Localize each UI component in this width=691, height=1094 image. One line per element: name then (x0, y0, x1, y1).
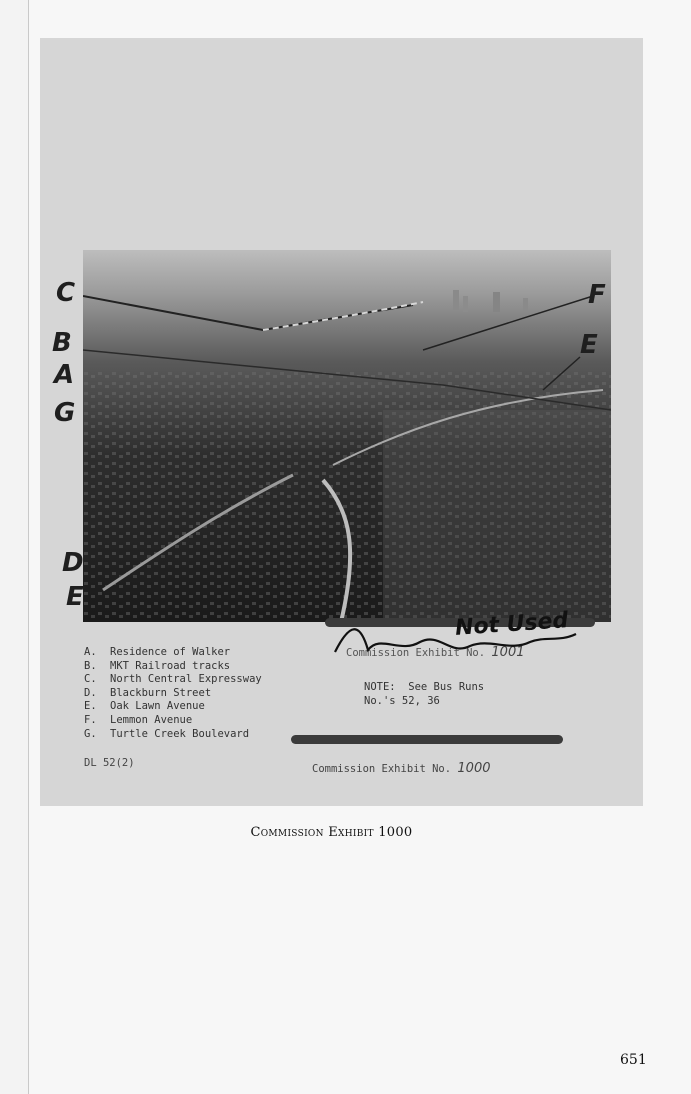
legend-item (84, 714, 262, 728)
legend-item (84, 646, 262, 660)
photo-label-f: F (588, 280, 606, 310)
legend-item (84, 728, 262, 742)
legend-key: F. (84, 713, 97, 726)
aerial-photograph (83, 250, 611, 622)
exhibit-label-top-text: Commission Exhibit No. (346, 647, 486, 659)
legend-text: Residence of Walker (110, 646, 231, 658)
legend-key: C. (84, 673, 97, 686)
legend-text: Oak Lawn Avenue (110, 700, 205, 713)
photo-label-c: C (56, 278, 76, 308)
exhibit-label-bottom-text: Commission Exhibit No. (312, 763, 452, 775)
legend-key: B. (84, 659, 97, 672)
photo-label-a: A (54, 360, 75, 390)
photo-label-g: G (54, 398, 76, 428)
legend-key: E. (84, 700, 97, 713)
note-line-1: NOTE: See Bus Runs (364, 681, 485, 693)
handwritten-not-used: Not Used (454, 608, 570, 641)
legend-text: Turtle Creek Boulevard (110, 727, 250, 740)
legend-list (84, 646, 262, 741)
label-strip-bottom (291, 735, 563, 744)
note-block (364, 681, 484, 708)
exhibit-label-top-number: 1001 (491, 645, 525, 660)
exhibit-caption: Commission Exhibit 1000 (250, 825, 413, 840)
exhibit-label-bottom (312, 761, 491, 776)
legend-key: D. (84, 686, 97, 699)
legend-text: Lemmon Avenue (110, 713, 193, 726)
document-reference: DL 52(2) (84, 757, 135, 769)
legend-item (84, 660, 262, 674)
photo-label-e-left: E (66, 582, 84, 612)
note-line-2: No.'s 52, 36 (364, 694, 440, 707)
legend-item (84, 700, 262, 714)
legend-item (84, 673, 262, 687)
legend-key: G. (84, 727, 97, 740)
legend-item (84, 687, 262, 701)
photo-label-d: D (62, 548, 84, 578)
legend-text: Blackburn Street (110, 686, 212, 699)
legend-key: A. (84, 646, 97, 658)
legend-text: North Central Expressway (110, 673, 262, 686)
page-number: 651 (620, 1052, 647, 1068)
photo-label-b: B (52, 328, 72, 358)
legend-text: MKT Railroad tracks (110, 659, 231, 672)
photo-label-e-right: E (580, 330, 598, 360)
exhibit-label-bottom-number: 1000 (457, 761, 491, 776)
